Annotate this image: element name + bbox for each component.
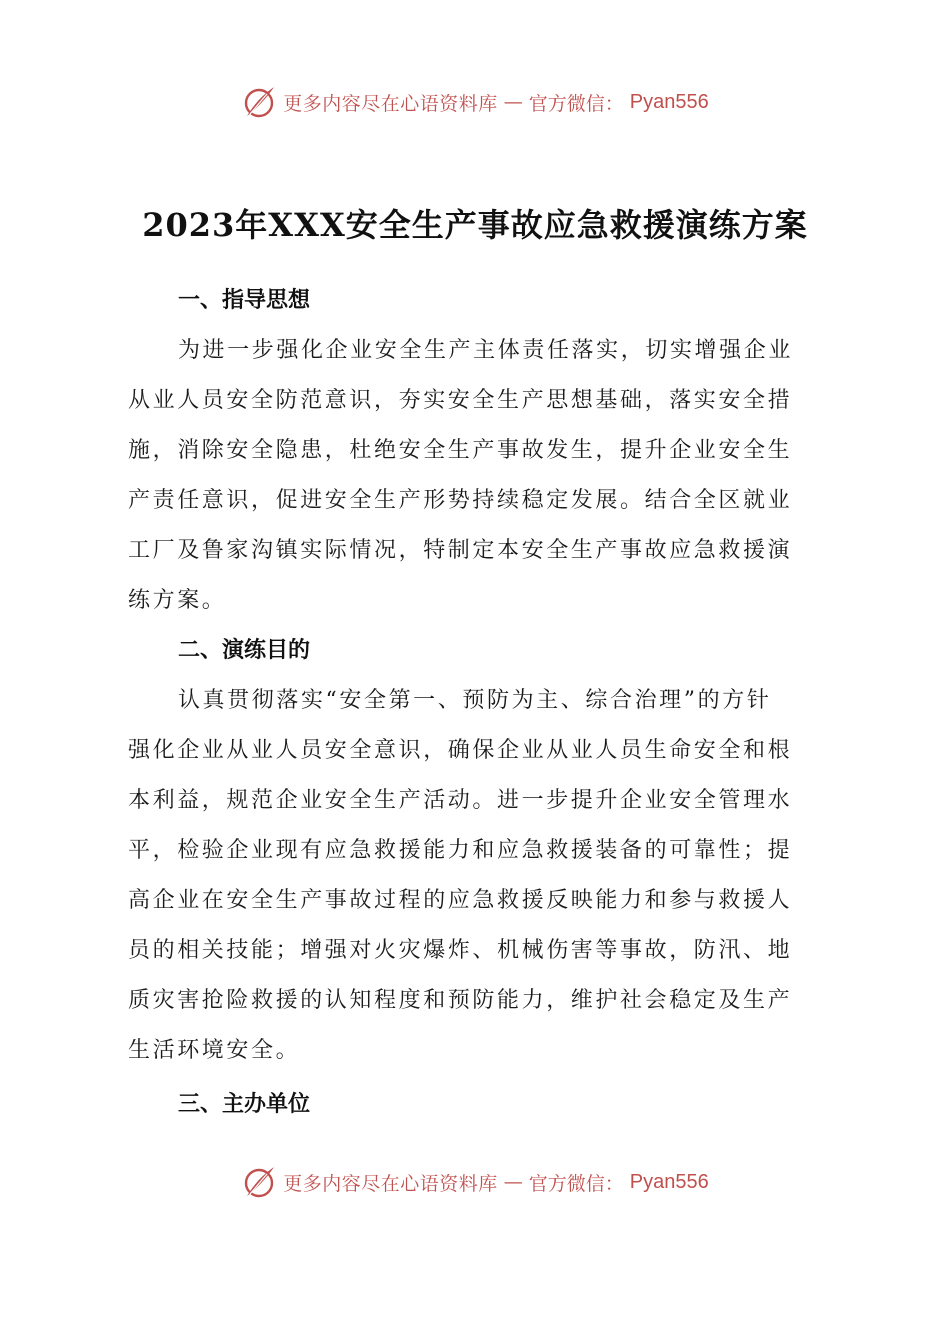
- watermark-label: 官方微信：: [528, 92, 624, 115]
- paragraph-line: 从业人员安全防范意识，夯实安全生产思想基础，落实安全措: [128, 388, 793, 413]
- section-heading: 二、演练目的: [178, 638, 311, 663]
- paragraph-line: 平，检验企业现有应急救援能力和应急救援装备的可靠性；提: [128, 838, 793, 863]
- paragraph-line: 高企业在安全生产事故过程的应急救援反映能力和参与救援人: [128, 888, 793, 913]
- section-heading: 一、指导思想: [178, 288, 311, 313]
- watermark-banner-top: [0, 84, 950, 120]
- paragraph-line: 练方案。: [128, 588, 227, 613]
- paragraph-line: 生活环境安全。: [128, 1038, 301, 1063]
- watermark-id: Pyan556: [629, 1170, 709, 1193]
- paragraph-line: 施，消除安全隐患，杜绝安全生产事故发生，提升企业安全生: [128, 438, 793, 463]
- watermark-id: Pyan556: [629, 90, 709, 113]
- section-paragraph: [128, 676, 828, 1076]
- paragraph-line: 员的相关技能；增强对火灾爆炸、机械伤害等事故，防汛、地: [128, 938, 793, 963]
- watermark-text: 更多内容尽在心语资料库: [283, 92, 498, 115]
- paragraph-line: 产责任意识，促进安全生产形势持续稳定发展。结合全区就业: [128, 488, 793, 513]
- paragraph-line: 强化企业从业人员安全意识，确保企业从业人员生命安全和根: [128, 738, 793, 763]
- document-body: [128, 276, 828, 1130]
- watermark-banner-bottom: [0, 1164, 950, 1200]
- paragraph-line: 质灾害抢险救援的认知程度和预防能力，维护社会稳定及生产: [128, 988, 793, 1013]
- paragraph-line: 工厂及鲁家沟镇实际情况，特制定本安全生产事故应急救援演: [128, 538, 793, 563]
- paragraph-line: 认真贯彻落实“安全第一、预防为主、综合治理”的方针: [177, 688, 772, 713]
- quill-logo-icon: [241, 84, 277, 120]
- watermark-label: 官方微信：: [528, 1172, 624, 1195]
- paragraph-line: 本利益，规范企业安全生产活动。进一步提升企业安全管理水: [128, 788, 793, 813]
- section-paragraph: [128, 326, 828, 626]
- document-title: 2023年XXX安全生产事故应急救援演练方案: [142, 206, 808, 244]
- watermark-separator: —: [503, 1171, 523, 1193]
- section-heading: 三、主办单位: [178, 1092, 311, 1117]
- quill-logo-icon: [241, 1164, 277, 1200]
- paragraph-line: 为进一步强化企业安全生产主体责任落实，切实增强企业: [177, 338, 793, 363]
- watermark-separator: —: [503, 91, 523, 113]
- watermark-text: 更多内容尽在心语资料库: [283, 1172, 498, 1195]
